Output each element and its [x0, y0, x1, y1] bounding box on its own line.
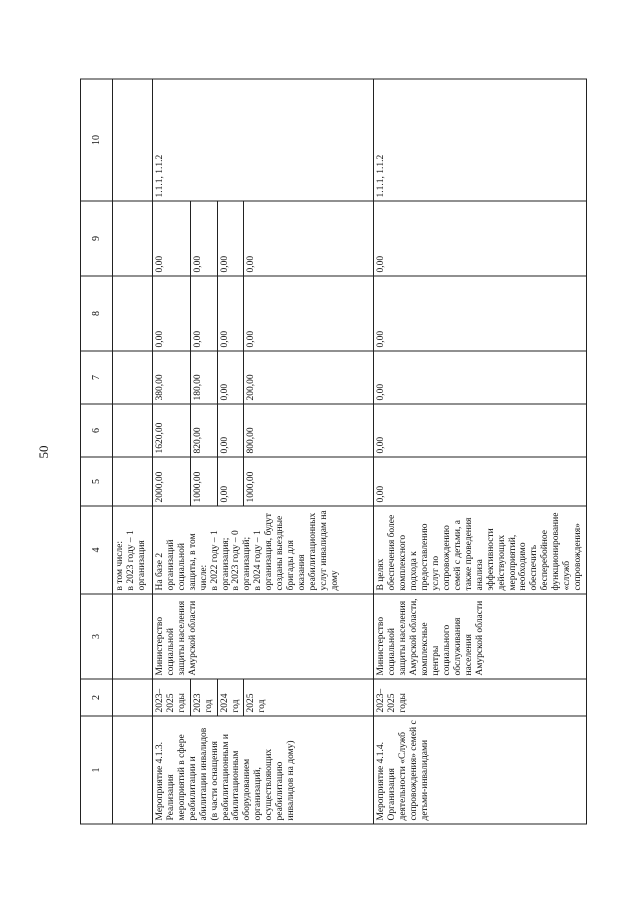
cont-cell-5: [113, 457, 153, 506]
m414-c5: 0,00: [374, 457, 587, 506]
m414-period: 2023–2025 годы: [374, 679, 587, 716]
cont-cell-1: [113, 716, 153, 824]
cont-cell-9: [113, 201, 153, 276]
m413-total-c7: 380,00: [153, 351, 191, 404]
m414-c6: 0,00: [374, 404, 587, 457]
m413-total-c6: 1620,00: [153, 404, 191, 457]
header-col-8: 8: [81, 276, 113, 351]
m413-period-total: 2023–2025 годы: [153, 679, 191, 716]
continuation-row: [113, 79, 153, 824]
page-number: 50: [36, 445, 51, 459]
m413-2024-c8: 0,00: [217, 276, 244, 351]
m413-2023-c9: 0,00: [190, 201, 217, 276]
m414-c7: 0,00: [374, 351, 587, 404]
m413-2025-c9: 0,00: [244, 201, 374, 276]
header-col-9: 9: [81, 201, 113, 276]
m413-name: Мероприятие 4.1.3. Реализация мероприятий в сфере реабилитации и абилитации инвалидов (в части оснащения реабилитационным и абилитационным оборудованием организаций, осуществляющих реабилитацию инвалидов на дому): [153, 716, 374, 824]
m413-2025-c5: 1000,00: [244, 457, 374, 506]
cont-cell-10: [113, 79, 153, 201]
m414-executor: Министерство социальной защиты населения Амурской области, комплексные центры социального обслуживания населения Амурской области: [374, 594, 587, 679]
header-col-5: 5: [81, 457, 113, 506]
m413-total-c9: 0,00: [153, 201, 191, 276]
m413-2024-c9: 0,00: [217, 201, 244, 276]
m413-2025-c8: 0,00: [244, 276, 374, 351]
m413-row-total: [153, 79, 191, 824]
m413-period-2025: 2025 год: [244, 679, 374, 716]
header-col-1: 1: [81, 716, 113, 824]
cont-cell-8: [113, 276, 153, 351]
m413-2023-c8: 0,00: [190, 276, 217, 351]
m413-total-c5: 2000,00: [153, 457, 191, 506]
m413-2025-c7: 200,00: [244, 351, 374, 404]
m413-target: 1.1.1, 1.1.2: [153, 79, 374, 201]
m413-2023-c7: 180,00: [190, 351, 217, 404]
m414-row: [374, 79, 587, 824]
m413-2023-c6: 820,00: [190, 404, 217, 457]
header-col-6: 6: [81, 404, 113, 457]
cont-result: в том числе: в 2023 году – 1 организация: [113, 506, 153, 594]
cont-cell-7: [113, 351, 153, 404]
header-col-10: 10: [81, 79, 113, 201]
m413-2024-c6: 0,00: [217, 404, 244, 457]
cont-cell-2: [113, 679, 153, 716]
m414-target: 1.1.1, 1.1.2: [374, 79, 587, 201]
m414-c8: 0,00: [374, 276, 587, 351]
rotated-table-wrapper: [80, 80, 584, 825]
m414-c9: 0,00: [374, 201, 587, 276]
m414-name: Мероприятие 4.1.4. Организация деятельности «Служб сопровождения» семей с детьми-инвалидами: [374, 716, 587, 824]
m413-2023-c5: 1000,00: [190, 457, 217, 506]
program-table: [80, 79, 587, 825]
header-col-2: 2: [81, 679, 113, 716]
m413-executor: Министерство социальной защиты населения Амурской области: [153, 594, 374, 679]
header-row: [81, 79, 113, 824]
m413-result: На базе 2 организаций социальной защиты, в том числе: в 2022 году – 1 организация; в 2023 году – 0 организаций; в 2024 году – 1 организация, будут созданы выездные бригады для оказания реабилитационных услуг инвалидам на дому: [153, 506, 374, 594]
m413-2024-c5: 0,00: [217, 457, 244, 506]
header-col-3: 3: [81, 594, 113, 679]
m413-2024-c7: 0,00: [217, 351, 244, 404]
m413-period-2023: 2023 год: [190, 679, 217, 716]
header-col-7: 7: [81, 351, 113, 404]
cont-cell-6: [113, 404, 153, 457]
m413-total-c8: 0,00: [153, 276, 191, 351]
cont-cell-3: [113, 594, 153, 679]
header-col-4: 4: [81, 506, 113, 594]
m413-2025-c6: 800,00: [244, 404, 374, 457]
m413-period-2024: 2024 год: [217, 679, 244, 716]
m414-result: В целях обеспечения более комплексного подхода к предоставлению услуг по сопровождению семей с детьми, а также проведения анализа эффективности действующих мероприятий, необходимо обеспечить бесперебойное функционирование «служб сопровождения»: [374, 506, 587, 594]
